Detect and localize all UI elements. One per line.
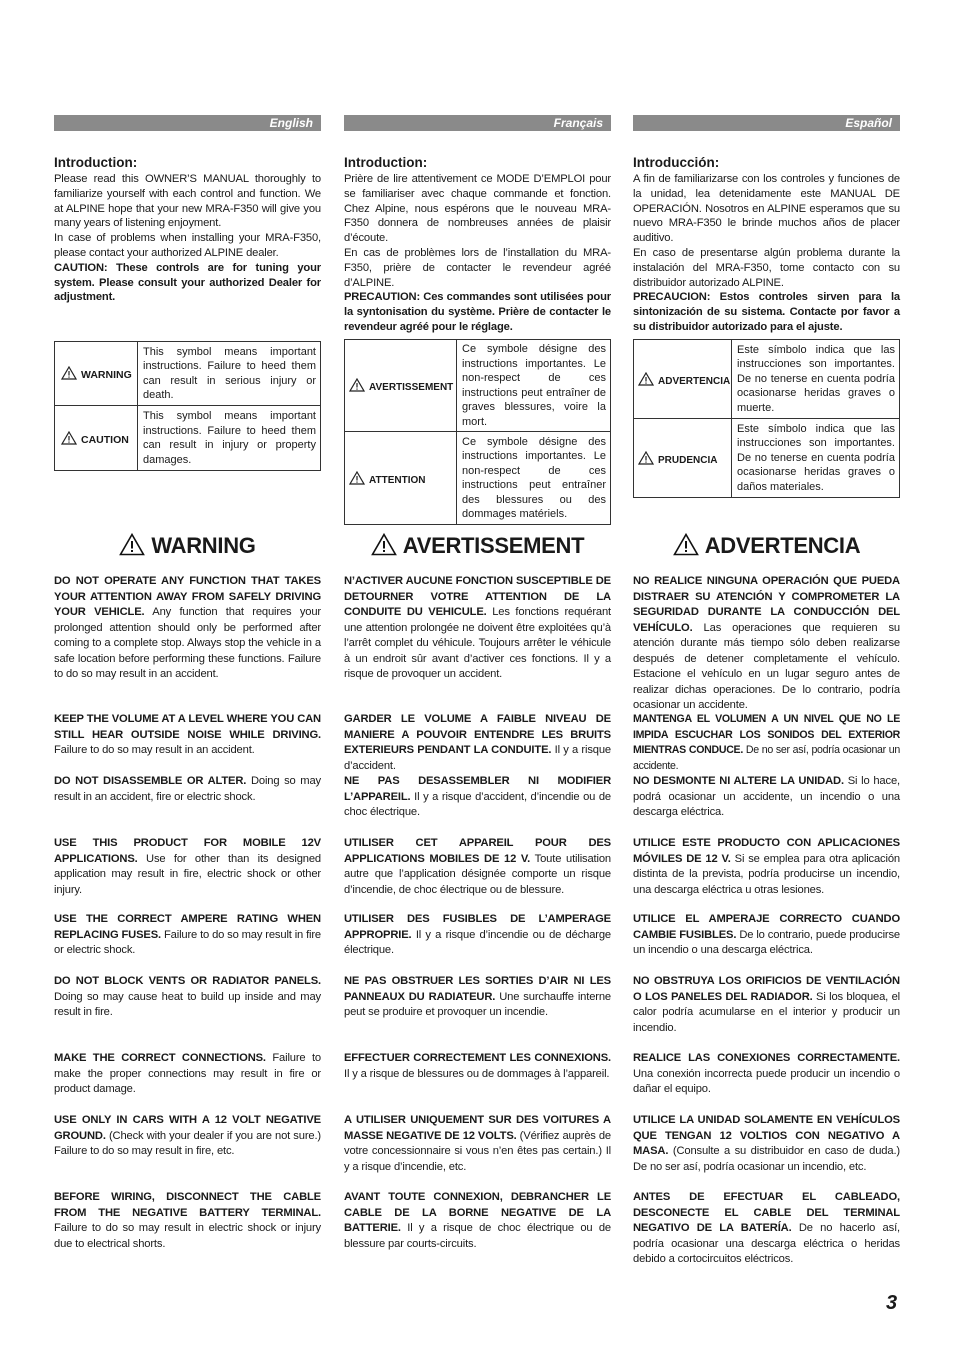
warning-heading: AVERTISSEMENT [344,533,611,559]
symbol-label: CAUTION [55,406,138,471]
warning-triangle-icon [61,431,77,445]
symbol-table [344,339,611,525]
warning-triangle-icon [349,471,365,485]
warning-item: MAKE THE CORRECT CONNECTIONS. Failure to make the proper connections may result in fire or product damage. [54,1052,321,1095]
warning-item: UTILISER DES FUSIBLES DE L’AMPERAGE APPROPRIE. Il y a risque d’incendie ou de décharge électrique. [344,913,611,956]
symbol-description: This symbol means important instructions. Failure to heed them can result in injury or property damages. [138,406,321,471]
intro-paragraph: A fin de familiarizarse con los controles y funciones de la unidad, lea detenidamente este MANUAL DE OPERACIÓN. Nosotros en ALPINE esperamos que su nuevo MRA-F350 le brinde muchos años de placer auditivo. [633,173,900,245]
symbol-label: WARNING [55,342,138,406]
symbol-description: Este símbolo indica que las instrucciones son importantes. De no tenerse en cuenta podría ocasionarse heridas graves o daños materiales. [732,419,900,498]
warning-item: MANTENGA EL VOLUMEN A UN NIVEL QUE NO LE IMPIDA ESCUCHAR LOS SONIDOS DEL EXTERIOR MIENTRAS CONDUCE. De no ser así, podría ocasionar un accidente. [633,713,900,772]
warning-item: NO DESMONTE NI ALTERE LA UNIDAD. Si lo hace, podrá ocasionar un accidente, un incendio o una descarga eléctrica. [633,775,900,818]
warning-item: N’ACTIVER AUCUNE FONCTION SUSCEPTIBLE DE DETOURNER VOTRE ATTENTION DE LA CONDUITE DU VEHICULE. Les fonctions requérant une attention prolongée ne doivent être exploitées qu’à l’arrêt complet du véhicule. Toujours arrêter le véhicule à un endroit sûr avant d’activer ces fonctions. Il y a risque de provoquer un accident. [344,575,611,680]
warning-item: USE THIS PRODUCT FOR MOBILE 12V APPLICATIONS. Use for other than its designed application may result in fire, electric shock or other injury. [54,837,321,896]
intro-caution: CAUTION: These controls are for tuning your system. Please consult your authorized Dealer for adjustment. [54,261,321,304]
symbol-description: Ce symbole désigne des instructions importantes. Le non-respect de ces instructions peut entraîner des blessures ou des dommages matériels. [457,432,611,525]
symbol-table [633,339,900,498]
intro-title: Introducción: [633,155,720,170]
language-bar: Español [633,115,900,131]
language-bar: English [54,115,321,131]
warning-item: GARDER LE VOLUME A FAIBLE NIVEAU DE MANIERE A POUVOIR ENTENDRE LES BRUITS EXTERIEURS PENDANT LA CONDUITE. Il y a risque d’accident. [344,713,611,772]
intro-paragraph: En caso de presentarse algún problema durante la instalación del MRA-F350, tome contacto con su distribuidor autorizado ALPINE. [633,246,900,289]
warning-item: REALICE LAS CONEXIONES CORRECTAMENTE. Una conexión incorrecta puede producir un incendio o dañar el equipo. [633,1052,900,1095]
warning-item: BEFORE WIRING, DISCONNECT THE CABLE FROM THE NEGATIVE BATTERY TERMINAL. Failure to do so may result in electric shock or injury due to electrical shorts. [54,1191,321,1250]
symbol-table [54,341,321,471]
warning-item: USE ONLY IN CARS WITH A 12 VOLT NEGATIVE GROUND. (Check with your dealer if you are not sure.) Failure to do so may result in fire, etc. [54,1114,321,1157]
intro-text [54,172,321,305]
warning-heading: WARNING [54,533,321,559]
warning-item: UTILICE EL AMPERAJE CORRECTO CUANDO CAMBIE FUSIBLES. De lo contrario, puede producirse un incendio o una descarga eléctrica. [633,913,901,956]
warning-item: USE THE CORRECT AMPERE RATING WHEN REPLACING FUSES. Failure to do so may result in fire or electric shock. [54,913,322,956]
warning-item: DO NOT BLOCK VENTS OR RADIATOR PANELS. Doing so may cause heat to build up inside and may result in fire. [54,975,321,1018]
page-number: 3 [886,1292,898,1314]
warning-triangle-icon [638,372,654,386]
warning-item: DO NOT DISASSEMBLE OR ALTER. Doing so may result in an accident, fire or electric shock. [54,775,321,803]
symbol-description: Este símbolo indica que las instrucciones son importantes. De no tenerse en cuenta podría ocasionarse heridas graves o muerte. [732,340,900,419]
warning-item: NE PAS DESASSEMBLER NI MODIFIER L’APPAREIL. Il y a risque d’accident, d’incendie ou de choc électrique. [344,775,611,818]
symbol-label: ATTENTION [345,432,457,525]
warning-item: UTILICE LA UNIDAD SOLAMENTE EN VEHÍCULOS QUE TENGAN 12 VOLTIOS CON NEGATIVO A MASA. (Consulte a su distribuidor en caso de duda.) De no ser así, podría ocasionar un incendio, etc. [633,1114,900,1173]
intro-paragraph: Prière de lire attentivement ce MODE D’EMPLOI pour se familiariser avec chaque commande et fonction. Chez Alpine, nous espérons que le nouveau MRA-F350 donnera de nombreuses années de plaisir d’écoute. [344,173,611,245]
warning-triangle-icon [349,378,365,392]
warning-item: DO NOT OPERATE ANY FUNCTION THAT TAKES YOUR ATTENTION AWAY FROM SAFELY DRIVING YOUR VEHICLE. Any function that requires your prolonged attention should only be performed after coming to a complete stop. Always stop the vehicle in a safe location before performing these functions. Failure to do so may result in an accident. [54,575,321,680]
intro-caution: PRECAUCION: Estos controles sirven para la sintonización de su sistema. Contacte por favor a su distribuidor autorizado para el ajuste. [633,291,900,333]
warning-item: AVANT TOUTE CONNEXION, DEBRANCHER LE CABLE DE LA BORNE NEGATIVE DE LA BATTERIE. Il y a risque de choc électrique ou de blessure par courts-circuits. [344,1191,611,1250]
warning-item: KEEP THE VOLUME AT A LEVEL WHERE YOU CAN STILL HEAR OUTSIDE NOISE WHILE DRIVING. Failure to do so may result in an accident. [54,713,321,756]
symbol-label: ADVERTENCIA [634,340,732,419]
warning-item: A UTILISER UNIQUEMENT SUR DES VOITURES A MASSE NEGATIVE DE 12 VOLTS. (Vérifiez auprès de votre concessionnaire si vous n’en êtes pas certain.) Il y a risque d’incendie, etc. [344,1114,611,1173]
symbol-label: AVERTISSEMENT [345,340,457,432]
intro-title: Introduction: [54,155,138,170]
column-english [54,115,322,1250]
intro-text [344,172,611,335]
warning-item: NO REALICE NINGUNA OPERACIÓN QUE PUEDA DISTRAER SU ATENCIÓN Y COMPROMETER LA SEGURIDAD DURANTE LA CONDUCCIÓN DEL VEHÍCULO. Las operaciones que requieren su atención durante más tiempo sólo deben realizarse después de detener completamente el vehículo. Estacione el vehículo en un lugar seguro antes de realizar dichas operaciones. De lo contrario, podría ocasionar un accidente. [633,575,900,711]
warning-item: EFFECTUER CORRECTEMENT LES CONNEXIONS. Il y a risque de blessures ou de dommages à l’appareil. [344,1052,611,1080]
warning-triangle-icon [673,533,699,556]
intro-paragraph: In case of problems when installing your MRA-F350, please contact your authorized ALPINE dealer. [54,232,321,259]
warning-item: NE PAS OBSTRUER LES SORTIES D’AIR NI LES PANNEAUX DU RADIATEUR. Une surchauffe interne peut se produire et provoquer un incendie. [344,975,611,1018]
symbol-description: Ce symbole désigne des instructions importantes. Le non-respect de ces instructions peut entraîner de graves blessures, voire la mort. [457,340,611,432]
warning-triangle-icon [61,366,77,380]
warning-item: ANTES DE EFECTUAR EL CABLEADO, DESCONECTE EL CABLE DEL TERMINAL NEGATIVO DE LA BATERÍA. De no hacerlo así, podría ocasionar una descarga eléctrica o heridas debido a cortocircuitos eléctricos. [633,1191,900,1265]
intro-text [633,172,900,335]
symbol-label: PRUDENCIA [634,419,732,498]
warning-item: UTILICE ESTE PRODUCTO CON APLICACIONES MÓVILES DE 12 V. Si se emplea para otra aplicación distinta de la prevista, podría producirse un incendio, una descarga eléctrica u otras lesiones. [633,837,900,896]
warning-triangle-icon [371,533,397,556]
language-bar: Français [344,115,611,131]
warning-item: UTILISER CET APPAREIL POUR DES APPLICATIONS MOBILES DE 12 V. Toute utilisation autre que l’application désignée comporte un risque d’incendie, de choc électrique ou de blessure. [344,837,611,896]
intro-caution: PRECAUTION: Ces commandes sont utilisées pour la syntonisation du système. Prière de contacter le revendeur agréé pour le réglage. [344,291,611,333]
warning-triangle-icon [638,451,654,465]
warning-heading: ADVERTENCIA [633,533,900,559]
intro-paragraph: En cas de problèmes lors de l’installation du MRA-F350, prière de contacter le revendeur agréé d’ALPINE. [344,246,611,289]
symbol-description: This symbol means important instructions. Failure to heed them can result in serious injury or death. [138,342,321,406]
column-spanish [633,115,901,1265]
intro-title: Introduction: [344,155,428,170]
intro-paragraph: Please read this OWNER’S MANUAL thoroughly to familiarize yourself with each control and function. We at ALPINE hope that your new MRA-F350 will give you many years of listening enjoyment. [54,173,321,230]
column-french [344,115,611,1250]
warning-item: NO OBSTRUYA LOS ORIFICIOS DE VENTILACIÓN O LOS PANELES DEL RADIADOR. Si los bloquea, el calor podría acumularse en el interior y producir un incendio. [633,975,900,1034]
warning-triangle-icon [119,533,145,556]
